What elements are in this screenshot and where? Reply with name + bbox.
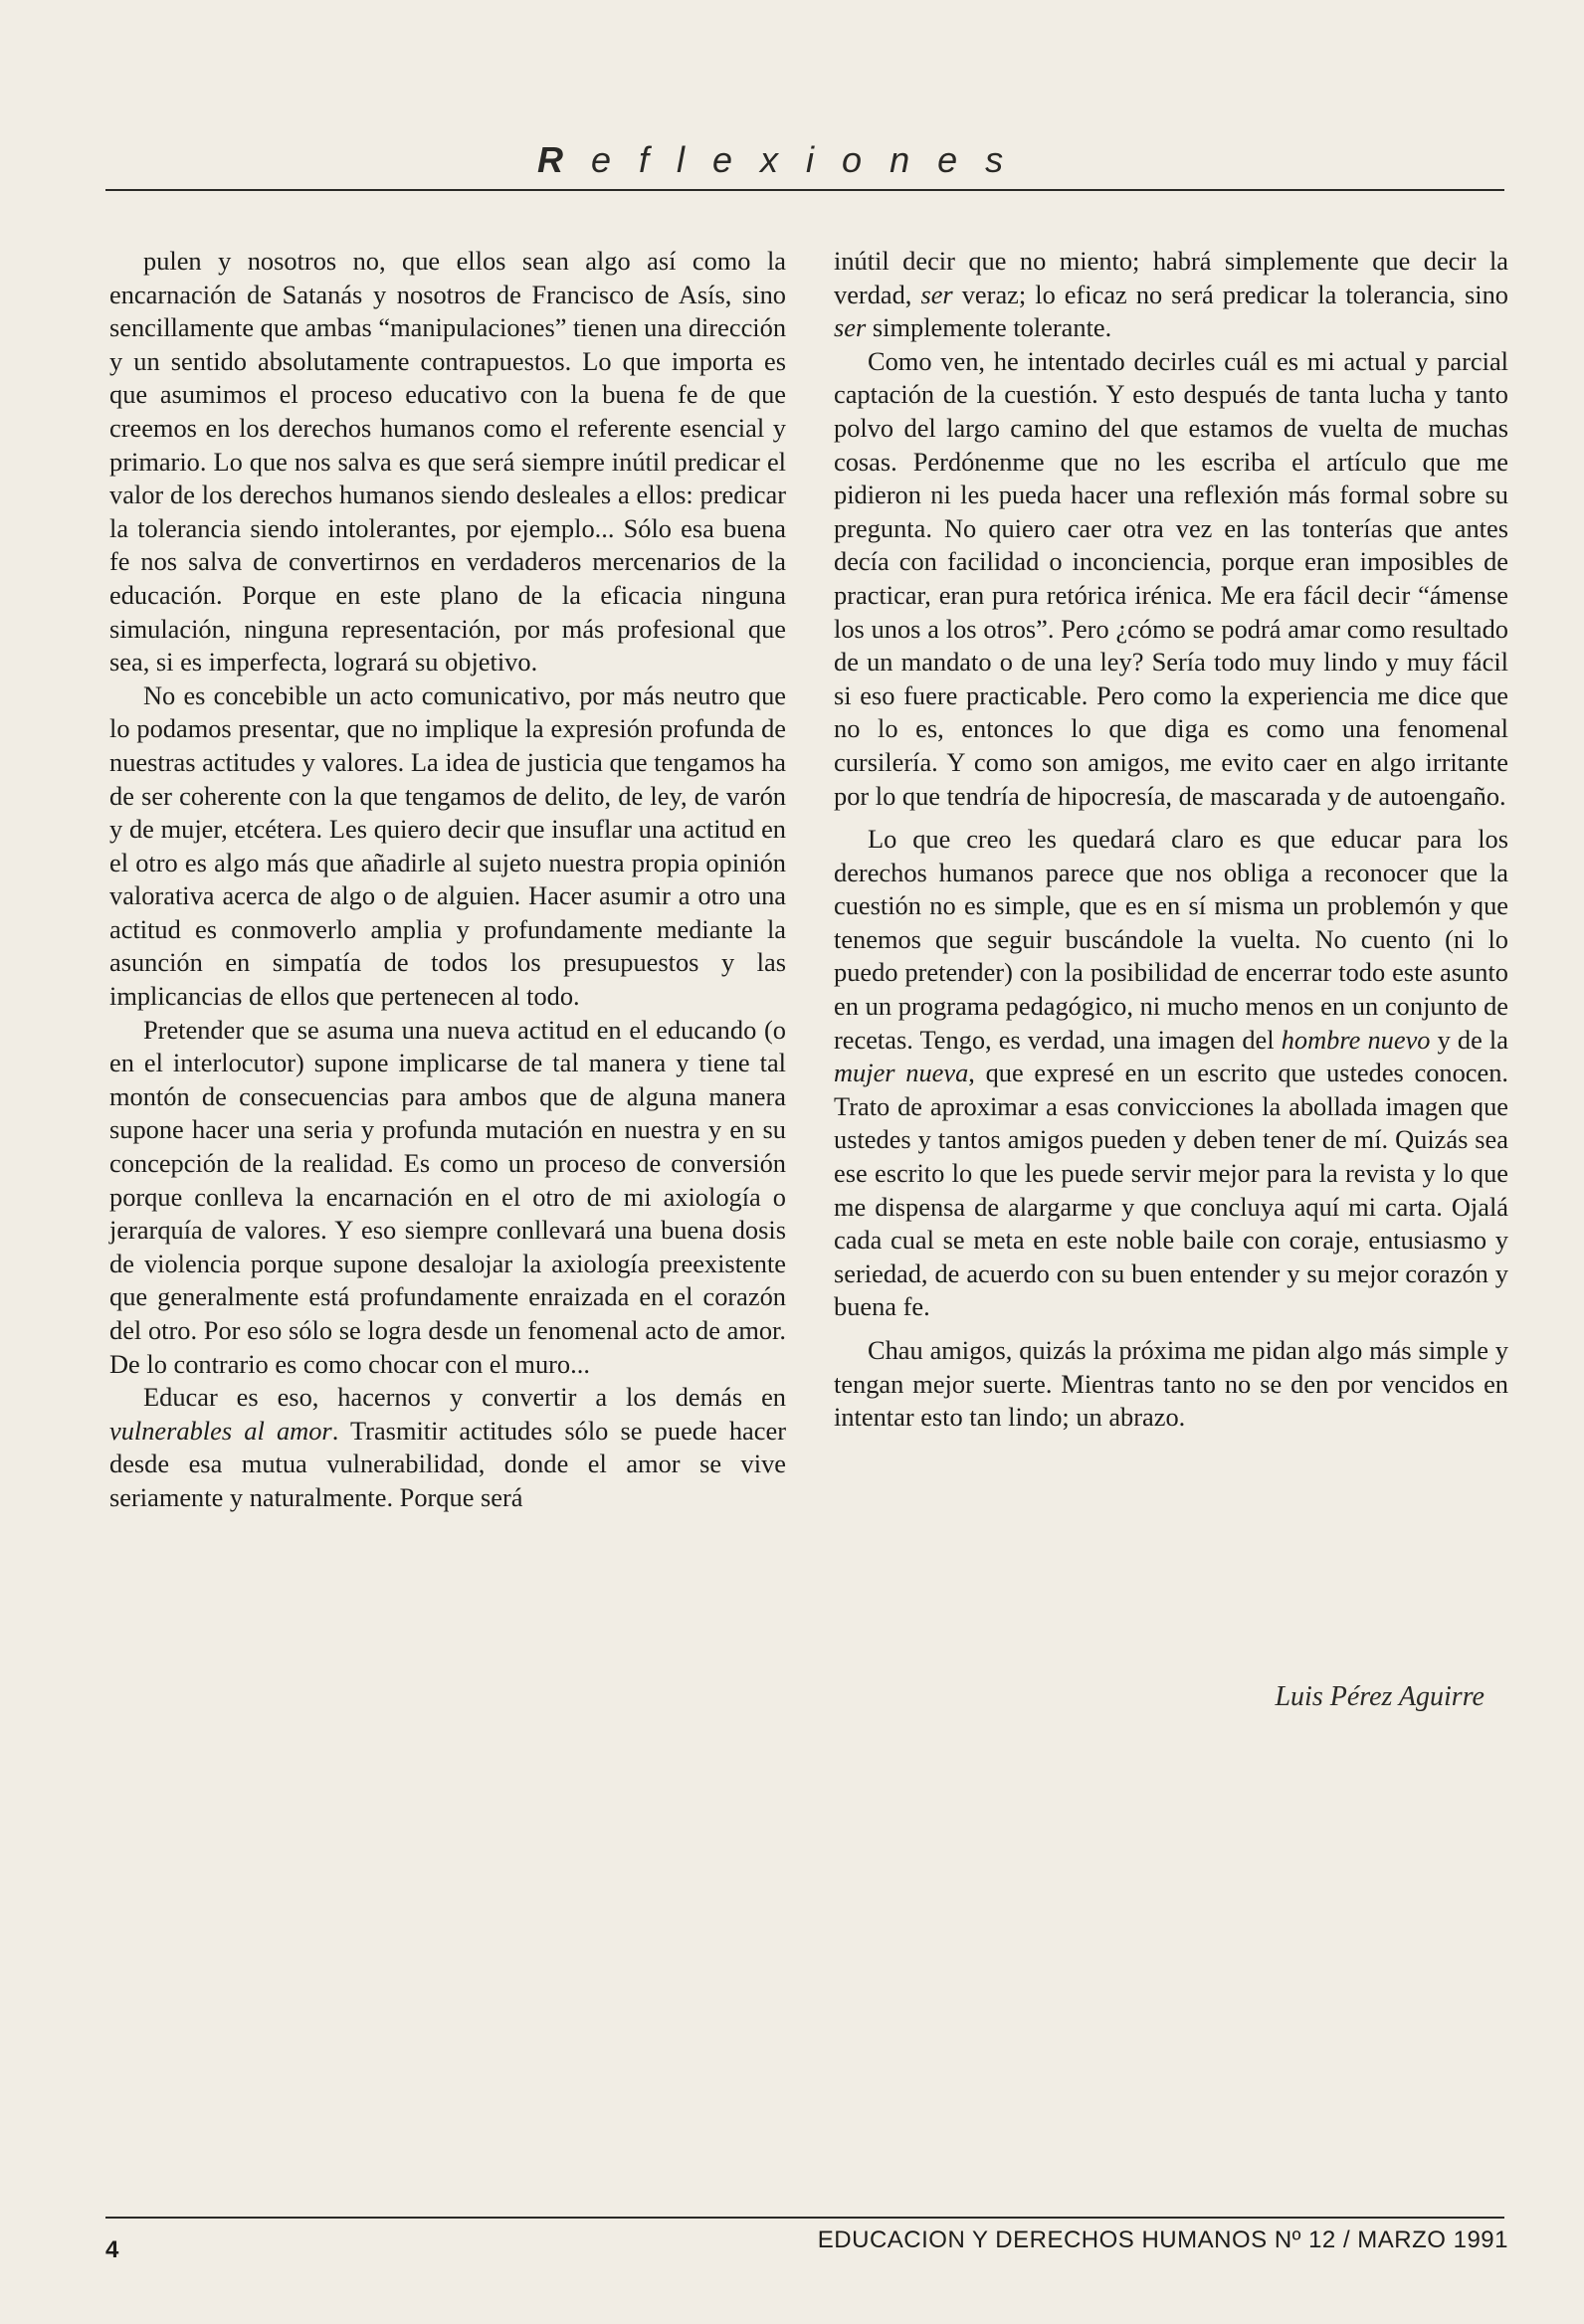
text-run: y de la: [1430, 1024, 1508, 1055]
journal-footer: EDUCACION Y DERECHOS HUMANOS Nº 12 / MARZO 1991: [817, 2227, 1508, 2253]
paragraph: [109, 1014, 786, 1382]
text-run: Pretender que se asuma una nueva actitud en el educando (o en el interlocutor) supone implicarse de tal manera y tiene tal montón de consecuencias para ambos que de alguna manera supone hacer una seria y profunda mutación en nuestra y en su concepción de la realidad. Es como un proceso de conversión porque conlleva la encarnación en el otro de mi axiología o jerarquía de valores. Y eso siempre conllevará una buena dosis de violencia porque supone desalojar la axiología preexistente que generalmente está profundamente enraizada en el corazón del otro. Por eso sólo se logra desde un fenomenal acto de amor. De lo contrario es como chocar con el muro...: [109, 1014, 786, 1379]
text-run: Chau amigos, quizás la próxima me pidan algo más simple y tengan mejor suerte. Mientras tanto no se den por vencidos en intentar esto tan lindo; un abrazo.: [834, 1335, 1508, 1433]
right-column: [834, 245, 1508, 1435]
paragraph: [834, 245, 1508, 345]
paragraph: [834, 345, 1508, 813]
text-run: inútil decir que no miento; habrá simplemente que decir la verdad,: [834, 246, 1508, 309]
italic-phrase: mujer nueva: [834, 1058, 969, 1088]
section-title-rest: eflexiones: [591, 139, 1032, 180]
page-number: 4: [105, 2236, 119, 2263]
left-column: [109, 245, 786, 1515]
italic-phrase: hombre nuevo: [1281, 1024, 1431, 1055]
italic-phrase: ser: [834, 312, 867, 343]
text-run: veraz; lo eficaz no será predicar la tolerancia, sino: [952, 279, 1508, 309]
text-run: simplemente tolerante.: [866, 312, 1112, 343]
paragraph: [834, 1334, 1508, 1435]
text-run: , que expresé en un escrito que ustedes conocen. Trato de aproximar a esas convicciones la abollada imagen que ustedes y tantos amigos pueden y deben tener de mí. Quizás sea ese escrito lo que les puede servir mejor para la revista y lo que me dispensa de alargarme y que concluya aquí mi carta. Ojalá cada cual se meta en este noble baile con coraje, entusiasmo y seriedad, de acuerdo con su buen entender y su mejor corazón y buena fe.: [834, 1058, 1509, 1322]
italic-phrase: vulnerables al amor: [109, 1415, 332, 1446]
author-signature: Luis Pérez Aguirre: [1275, 1681, 1485, 1712]
paragraph: [109, 1381, 786, 1514]
text-run: . Trasmitir actitudes sólo se puede hacer desde esa mutua vulnerabilidad, donde el amor se vive seriamente y naturalmente. Porque será: [109, 1415, 786, 1512]
section-title: [537, 139, 1055, 181]
text-run: Educar es eso, hacernos y convertir a los demás en: [143, 1382, 786, 1413]
italic-phrase: ser: [920, 279, 953, 309]
footer-rule: [105, 2217, 1504, 2219]
text-run: Como ven, he intentado decirles cuál es mi actual y parcial captación de la cuestión. Y esto después de tanta lucha y tanto polvo del largo camino del que estamos de vuelta de muchas cosas. Perdónenme que no les escriba el artículo que me pidieron ni les pueda hacer una reflexión más formal sobre su pregunta. No quiero caer otra vez en las tonterías que antes decía con facilidad o inconciencia, porque eran imposibles de practicar, eran pura retórica irénica. Me era fácil decir “ámense los unos a los otros”. Pero ¿cómo se podrá amar como resultado de un mandato o de una ley? Sería todo muy lindo y muy fácil si eso fuere practicable. Pero como la experiencia me dice que no lo es, entonces lo que diga es como una fenomenal cursilería. Y como son amigos, me evito caer en algo irritante por lo que tendría de hipocresía, de mascarada y de autoengaño.: [834, 345, 1508, 811]
section-title-initial: R: [537, 139, 591, 180]
text-run: No es concebible un acto comunicativo, por más neutro que lo podamos presentar, que no implique la expresión profunda de nuestras actitudes y valores. La idea de justicia que tengamos ha de ser coherente con la que tengamos de delito, de ley, de varón y de mujer, etcétera. Les quiero decir que insuflar una actitud en el otro es algo más que añadirle al sujeto nuestra propia opinión valorativa acerca de algo o de alguien. Hacer asumir a otro una actitud es conmoverlo amplia y profundamente mediante la asunción en simpatía de todos los presupuestos y las implicancias de ellos que pertenecen al todo.: [109, 679, 786, 1012]
text-run: Lo que creo les quedará claro es que educar para los derechos humanos parece que nos obliga a reconocer que la cuestión no es simple, que es en sí misma un problemón y que tenemos que seguir buscándole la vuelta. No cuento (ni lo puedo pretender) con la posibilidad de encerrar todo este asunto en un programa pedagógico, ni mucho menos en un conjunto de recetas. Tengo, es verdad, una imagen del: [834, 824, 1508, 1055]
paragraph: [109, 679, 786, 1014]
paragraph: [834, 823, 1508, 1324]
text-run: pulen y nosotros no, que ellos sean algo así como la encarnación de Satanás y nosotros de Francisco de Asís, sino sencillamente que ambas “manipulaciones” tienen una dirección y un sentido absolutamente contrapuestos. Lo que importa es que asumimos el proceso educativo con la buena fe de que creemos en los derechos humanos como el referente esencial y primario. Lo que nos salva es que será siempre inútil predicar el valor de los derechos humanos siendo desleales a ellos: predicar la tolerancia siendo intolerantes, por ejemplo... Sólo esa buena fe nos salva de convertirnos en verdaderos mercenarios de la educación. Porque en este plano de la eficacia ninguna simulación, ninguna representación, por más profesional que sea, si es imperfecta, logrará su objetivo.: [109, 246, 787, 678]
header-rule: [105, 189, 1504, 191]
paragraph: [109, 245, 786, 679]
